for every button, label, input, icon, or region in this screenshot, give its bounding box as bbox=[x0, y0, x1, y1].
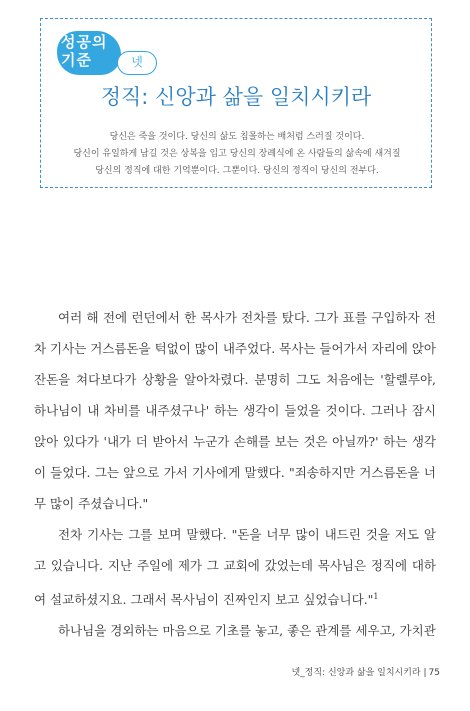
badge-number: 넷 bbox=[117, 51, 157, 75]
paragraph: 여러 해 전에 런던에서 한 목사가 전차를 탔다. 그가 표를 구입하자 전차 기사는 거스름돈을 턱없이 많이 내주었다. 목사는 들어가서 자리에 앉아 잔돈을 쳐다보다가 상황을 알아차렸다. 분명히 그도 처음에는 '할렐루야, 하나님이 내 차비를 내주셨구나' 하는 생각이 들었을 것이다. 그러나 잠시 앉아 있다가 '내가 더 받아서 누군가 손해를 보는 것은 아닐까?' 하는 생각이 들었다. 그는 앞으로 가서 기사에게 말했다. "죄송하지만 거스름돈을 너무 많이 주셨습니다." bbox=[34, 310, 436, 511]
paragraph: 하나님을 경외하는 마음으로 기초를 놓고, 좋은 관계를 세우고, 가치관 bbox=[58, 623, 436, 639]
body-text bbox=[34, 302, 436, 646]
page-number: 75 bbox=[428, 668, 440, 678]
chapter-title bbox=[41, 81, 431, 111]
epigraph bbox=[59, 129, 415, 180]
running-title: 넷_정직: 신앙과 삶을 일치시키라 bbox=[291, 668, 421, 678]
epigraph-line: 당신은 죽을 것이다. 당신의 삶도 침몰하는 배처럼 스러질 것이다. bbox=[109, 132, 365, 142]
chapter-keyword: 정직: bbox=[100, 85, 149, 109]
paragraph-text: 전차 기사는 그를 보며 말했다. "돈을 너무 많이 내드린 것을 저도 알고 있습니다. 지난 주일에 제가 그 교회에 갔었는데 목사님은 정직에 대하여 설교하셨지요. 그래서 목사님이 진짜인지 보고 싶었습니다." bbox=[34, 527, 436, 608]
footer-separator: | bbox=[423, 668, 427, 678]
badge-series-title: 성공의 기준 bbox=[61, 33, 108, 69]
series-badge bbox=[57, 27, 153, 75]
epigraph-line: 당신이 유일하게 남길 것은 상복을 입고 당신의 장례식에 온 사람들의 삶속에 새겨질 bbox=[73, 149, 401, 159]
chapter-header-box bbox=[40, 18, 432, 188]
chapter-title-text: 신앙과 삶을 일치시키라 bbox=[148, 85, 372, 109]
paragraph bbox=[34, 519, 436, 615]
epigraph-line: 당신의 정직에 대한 기억뿐이다. 그뿐이다. 당신의 정직이 당신의 전부다. bbox=[95, 166, 379, 176]
footnote-mark: 1 bbox=[373, 592, 379, 601]
page-footer bbox=[291, 665, 440, 678]
